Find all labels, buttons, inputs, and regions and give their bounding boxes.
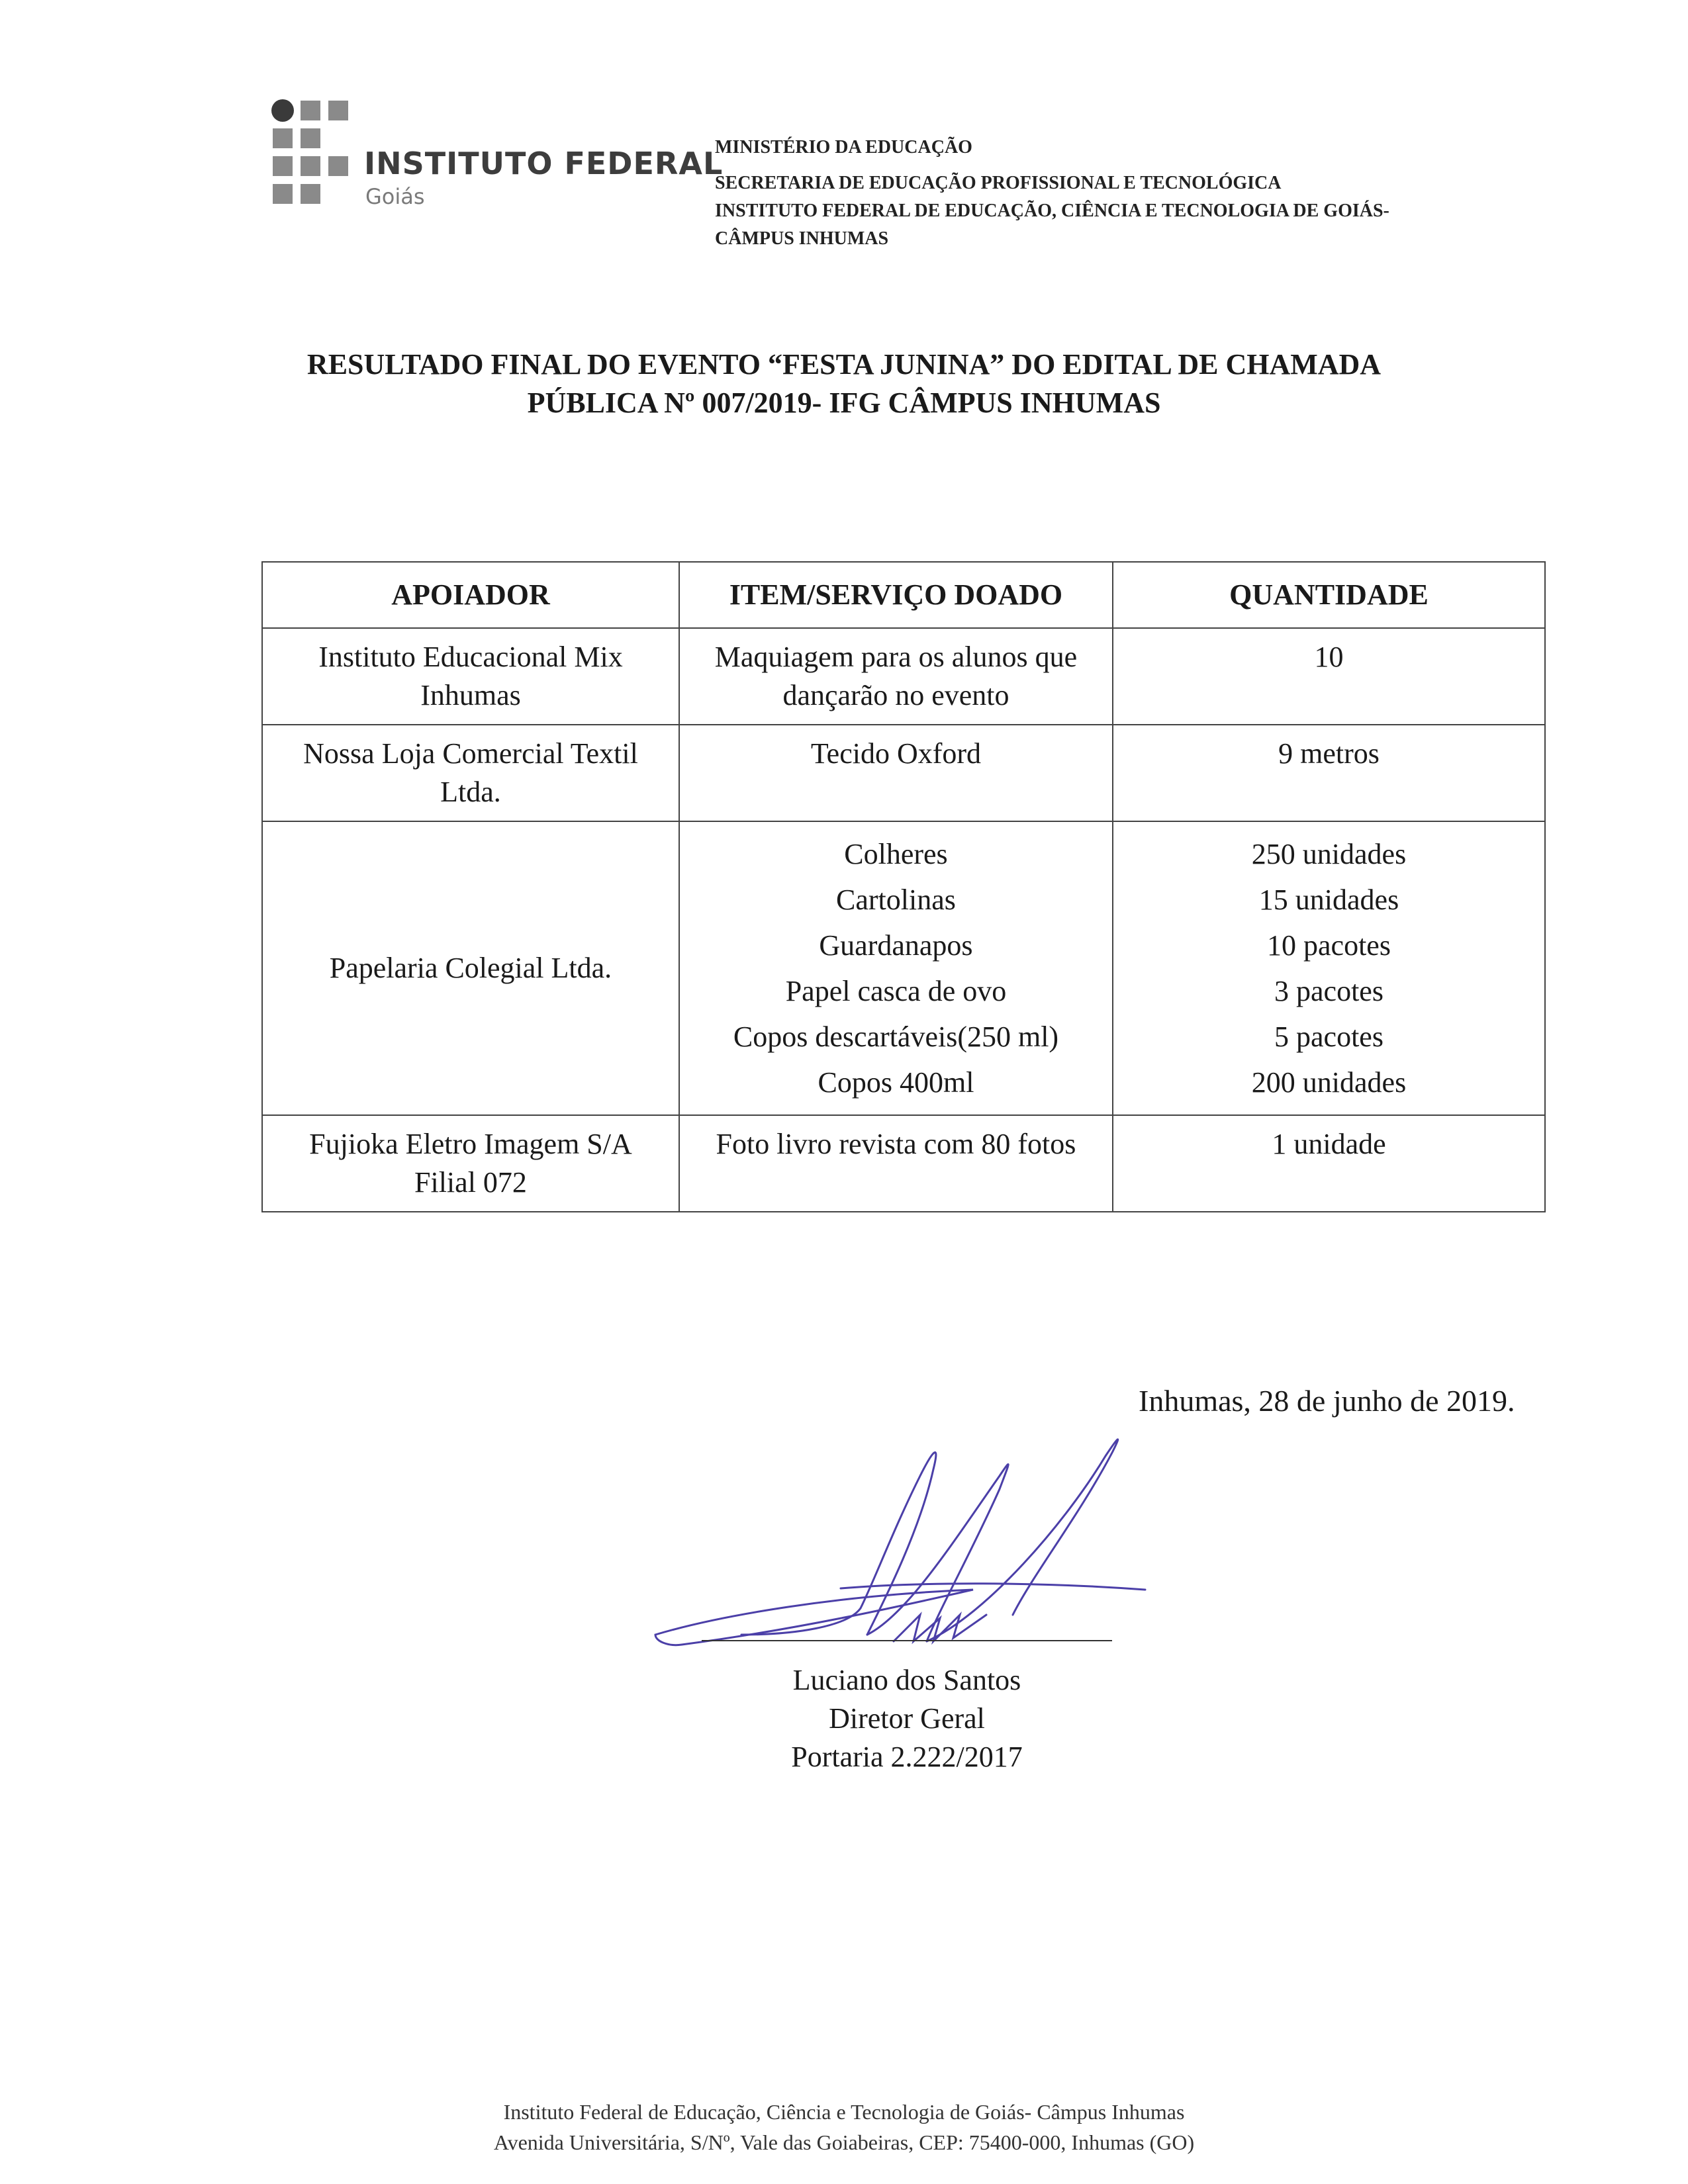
header-quantidade: QUANTIDADE [1113, 562, 1545, 628]
cell-quantidade [1113, 628, 1545, 725]
cell-text: 10 pacotes [1267, 929, 1391, 962]
table-row [262, 628, 1545, 725]
cell-item [679, 628, 1113, 725]
cell-text: 1 unidade [1272, 1128, 1386, 1160]
table-header-row [262, 562, 1545, 628]
cell-text: Guardanapos [819, 929, 973, 962]
page-footer [397, 2097, 1291, 2158]
cell-text: Filial 072 [414, 1166, 527, 1199]
header-item: ITEM/SERVIÇO DOADO [679, 562, 1113, 628]
cell-apoiador [262, 1115, 679, 1212]
cell-text: Fujioka Eletro Imagem S/A [309, 1128, 632, 1160]
cell-text: Copos 400ml [818, 1066, 974, 1099]
signer-role: Diretor Geral [829, 1702, 985, 1735]
cell-text: Ltda. [440, 776, 501, 808]
cell-text: 200 unidades [1251, 1066, 1407, 1099]
cell-text: 9 metros [1278, 737, 1380, 770]
cell-apoiador [262, 628, 679, 725]
cell-text: Papelaria Colegial Ltda. [329, 952, 612, 984]
header-line-ministry: MINISTÉRIO DA EDUCAÇÃO [715, 137, 972, 158]
header-line-institute: INSTITUTO FEDERAL DE EDUCAÇÃO, CIÊNCIA E TECNOLOGIA DE GOIÁS- [715, 201, 1389, 221]
cell-text: Cartolinas [836, 884, 956, 916]
table-row [262, 821, 1545, 1115]
footer-line-1: Instituto Federal de Educação, Ciência e Tecnologia de Goiás- Câmpus Inhumas [503, 2100, 1185, 2124]
cell-text: 10 [1314, 641, 1344, 673]
header-line-campus: CÂMPUS INHUMAS [715, 228, 889, 249]
signer-portaria: Portaria 2.222/2017 [791, 1741, 1023, 1773]
cell-apoiador [262, 725, 679, 821]
signature-line [702, 1640, 1112, 1641]
cell-text: Colheres [844, 838, 948, 870]
cell-text: Foto livro revista com 80 fotos [716, 1128, 1076, 1160]
table-row [262, 1115, 1545, 1212]
cell-text: 3 pacotes [1274, 975, 1383, 1007]
document-title [199, 345, 1489, 422]
cell-quantidade [1113, 1115, 1545, 1212]
cell-text: Instituto Educacional Mix [318, 641, 623, 673]
cell-text: 15 unidades [1258, 884, 1399, 916]
cell-apoiador [262, 821, 679, 1115]
title-line-2: PÚBLICA Nº 007/2019- IFG CÂMPUS INHUMAS [527, 387, 1161, 419]
cell-text: dançarão no evento [782, 679, 1009, 711]
institution-logo [271, 99, 724, 212]
header-line-secretariat: SECRETARIA DE EDUCAÇÃO PROFISSIONAL E TECNOLÓGICA [715, 173, 1282, 193]
logo-state: Goiás [365, 184, 425, 209]
cell-text: Copos descartáveis(250 ml) [733, 1021, 1059, 1053]
cell-text: Tecido Oxford [810, 737, 982, 770]
table-row [262, 725, 1545, 821]
signer-block [702, 1661, 1112, 1776]
logo-grid-icon [271, 99, 357, 205]
footer-line-2: Avenida Universitária, S/Nº, Vale das Goiabeiras, CEP: 75400-000, Inhumas (GO) [493, 2130, 1195, 2154]
header-apoiador: APOIADOR [262, 562, 679, 628]
cell-text: Inhumas [420, 679, 521, 711]
institution-header [715, 134, 1389, 253]
logo-name: INSTITUTO FEDERAL [364, 146, 724, 181]
cell-item [679, 821, 1113, 1115]
cell-text: Papel casca de ovo [785, 975, 1007, 1007]
cell-item [679, 1115, 1113, 1212]
donations-table [261, 561, 1546, 1212]
cell-text: Nossa Loja Comercial Textil [303, 737, 638, 770]
cell-text: 250 unidades [1251, 838, 1407, 870]
cell-item [679, 725, 1113, 821]
cell-quantidade [1113, 821, 1545, 1115]
cell-text: Maquiagem para os alunos que [714, 641, 1078, 673]
handwritten-signature-icon [642, 1416, 1172, 1661]
document-date: Inhumas, 28 de junho de 2019. [1139, 1384, 1515, 1418]
signer-name: Luciano dos Santos [792, 1664, 1021, 1696]
title-line-1: RESULTADO FINAL DO EVENTO “FESTA JUNINA” DO EDITAL DE CHAMADA [306, 348, 1382, 381]
cell-text: 5 pacotes [1274, 1021, 1383, 1053]
cell-quantidade [1113, 725, 1545, 821]
